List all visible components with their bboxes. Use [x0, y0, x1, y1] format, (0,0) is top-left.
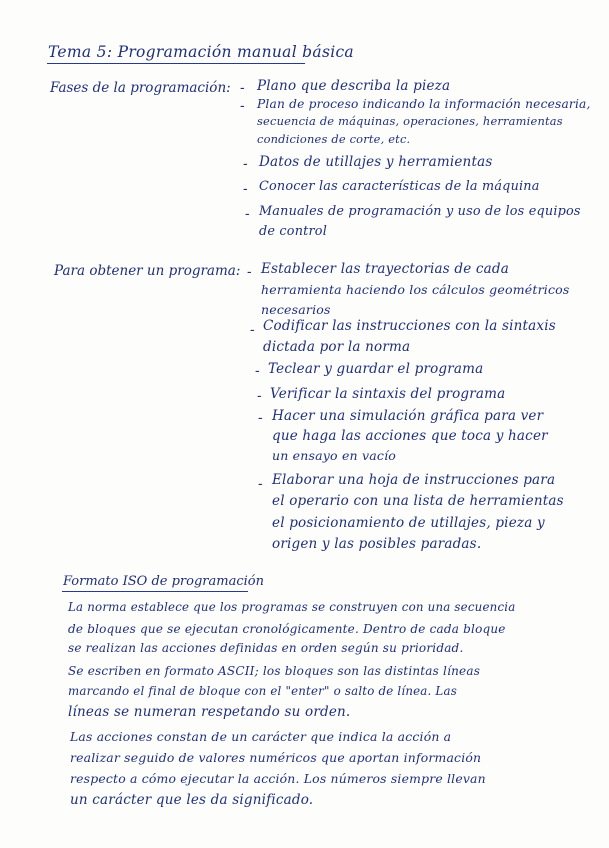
section-heading-underline [62, 591, 248, 592]
paragraph-line: se realizan las acciones definidas en orden según su prioridad. [68, 641, 464, 655]
paragraph-line: Las acciones constan de un carácter que indica la acción a [70, 729, 452, 744]
paragraph-line: respecto a cómo ejecutar la acción. Los números siempre llevan [70, 771, 486, 786]
page-title: Tema 5: Programación manual básica [48, 43, 354, 61]
list-item-continuation: origen y las posibles paradas. [272, 536, 482, 552]
list-item: Verificar la sintaxis del programa [270, 386, 506, 402]
list-item-dash: - [255, 363, 260, 379]
list-item-continuation: el posicionamiento de utillajes, pieza y [272, 515, 545, 531]
paragraph-line: realizar seguido de valores numéricos que aportan información [70, 750, 482, 765]
list-item: Establecer las trayectorias de cada [261, 261, 510, 277]
section-heading-obtain-program: Para obtener un programa: [54, 263, 241, 279]
list-item-continuation: dictada por la norma [263, 339, 411, 355]
list-item: Hacer una simulación gráfica para ver [272, 408, 544, 424]
list-item: Plan de proceso indicando la información necesaria, [257, 97, 591, 111]
paragraph-line: Se escriben en formato ASCII; los bloques son las distintas líneas [68, 664, 481, 678]
list-item: Teclear y guardar el programa [268, 361, 484, 377]
section-heading-iso-format: Formato ISO de programación [63, 574, 264, 589]
paragraph-line: marcando el final de bloque con el "enter" o salto de línea. Las [68, 684, 457, 698]
section-heading-phases: Fases de la programación: [50, 80, 231, 96]
list-item: Codificar las instrucciones con la sintaxis [263, 318, 556, 334]
paragraph-line: La norma establece que los programas se construyen con una secuencia [68, 600, 516, 614]
list-item-dash: - [257, 388, 262, 404]
list-item-continuation: secuencia de máquinas, operaciones, herramientas [257, 114, 563, 128]
list-item-dash: - [245, 206, 250, 222]
list-item-continuation: que haga las acciones que toca y hacer [272, 428, 548, 444]
list-item-dash: - [250, 322, 255, 338]
list-item-continuation: herramienta haciendo los cálculos geométricos [261, 282, 570, 297]
list-item-dash: - [243, 181, 248, 197]
list-item: Plano que describa la pieza [257, 78, 451, 94]
list-item-dash: - [247, 264, 252, 280]
list-item-dash: - [258, 410, 263, 426]
list-item: Datos de utillajes y herramientas [259, 154, 493, 170]
list-item-dash: - [243, 156, 248, 172]
list-item-dash: - [258, 476, 263, 492]
list-item-continuation: necesarios [261, 302, 331, 317]
list-item-continuation: un ensayo en vacío [272, 448, 397, 463]
list-item-continuation: condiciones de corte, etc. [257, 132, 411, 146]
paragraph-line: líneas se numeran respetando su orden. [68, 704, 351, 720]
list-item: Conocer las características de la máquina [259, 179, 540, 194]
paragraph-line: de bloques que se ejecutan cronológicamente. Dentro de cada bloque [68, 622, 506, 636]
list-item-continuation: de control [259, 224, 328, 239]
list-item: Manuales de programación y uso de los equipos [259, 204, 581, 219]
list-item-dash: - [240, 80, 245, 96]
list-item-dash: - [240, 98, 245, 114]
list-item-continuation: el operario con una lista de herramientas [272, 493, 564, 509]
paragraph-line: un carácter que les da significado. [70, 792, 314, 808]
list-item: Elaborar una hoja de instrucciones para [272, 472, 556, 488]
title-underline [47, 63, 305, 64]
